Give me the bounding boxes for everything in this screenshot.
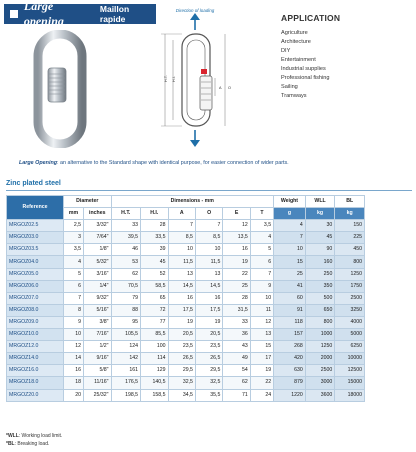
table-cell: 9/32" — [84, 292, 111, 304]
table-cell: 29,5 — [168, 365, 195, 377]
table-cell: 24 — [250, 389, 273, 401]
col-a: A — [168, 208, 195, 220]
table-cell: 26,5 — [168, 353, 195, 365]
table-cell: 23,5 — [195, 341, 222, 353]
table-cell: 79 — [111, 292, 141, 304]
application-item: Architecture — [281, 39, 311, 45]
col-t: T — [250, 208, 273, 220]
product-subtitle: Maillon rapide — [99, 4, 130, 24]
table-cell: 198,5 — [111, 389, 141, 401]
table-cell: 70,5 — [111, 280, 141, 292]
table-cell: 15000 — [335, 377, 365, 389]
table-cell: 176,5 — [111, 377, 141, 389]
application-heading: APPLICATION — [281, 13, 341, 23]
dim-label-a: A — [219, 86, 222, 90]
table-cell: 28 — [141, 220, 168, 232]
table-cell: 58,5 — [141, 280, 168, 292]
table-cell: 14,5 — [195, 280, 222, 292]
table-cell: 52 — [141, 268, 168, 280]
application-item: DIY — [281, 48, 291, 54]
table-cell-reference: MRGOZ20.0 — [7, 389, 64, 401]
direction-label: Direction of loading — [175, 8, 215, 13]
table-cell: 90 — [305, 244, 335, 256]
application-list — [281, 29, 330, 101]
table-cell: 39 — [141, 244, 168, 256]
col-bl: BL — [335, 196, 365, 208]
table-cell: 7/64" — [84, 232, 111, 244]
table-cell-reference: MRGOZ08.0 — [7, 304, 64, 316]
table-cell: 12 — [250, 316, 273, 328]
table-row — [7, 304, 365, 316]
table-cell: 1000 — [305, 329, 335, 341]
table-cell: 1220 — [274, 389, 306, 401]
footnotes — [6, 432, 62, 448]
table-cell: 16 — [168, 292, 195, 304]
table-cell: 9/16" — [84, 353, 111, 365]
table-cell: 1/4" — [84, 280, 111, 292]
section-divider — [6, 190, 412, 191]
table-cell: 65 — [141, 292, 168, 304]
table-cell-reference: MRGOZ14.0 — [7, 353, 64, 365]
table-cell: 3/32" — [84, 220, 111, 232]
table-cell: 9 — [250, 280, 273, 292]
table-cell: 31,5 — [223, 304, 250, 316]
table-cell: 7/16" — [84, 329, 111, 341]
table-cell-reference: MRGOZ12.0 — [7, 341, 64, 353]
table-cell: 10000 — [335, 353, 365, 365]
table-cell: 350 — [305, 280, 335, 292]
maillon-product-image — [22, 30, 102, 148]
table-cell: 10 — [274, 244, 306, 256]
table-cell: 450 — [335, 244, 365, 256]
table-cell: 41 — [274, 280, 306, 292]
table-cell: 46 — [111, 244, 141, 256]
table-cell-reference: MRGOZ06.0 — [7, 280, 64, 292]
table-cell: 62 — [223, 377, 250, 389]
table-cell: 33 — [223, 316, 250, 328]
table-cell: 1250 — [305, 341, 335, 353]
col-inches: inches — [84, 208, 111, 220]
table-cell: 29,5 — [195, 365, 222, 377]
table-cell: 9 — [64, 316, 84, 328]
table-cell: 4 — [274, 220, 306, 232]
table-cell: 5000 — [335, 329, 365, 341]
table-cell: 1250 — [335, 268, 365, 280]
table-cell: 17,5 — [195, 304, 222, 316]
table-cell: 23,5 — [168, 341, 195, 353]
table-cell: 28 — [223, 292, 250, 304]
col-kg-wll: kg — [305, 208, 335, 220]
title-square-icon — [10, 10, 18, 18]
dim-label-o: O — [228, 86, 231, 90]
table-cell: 129 — [141, 365, 168, 377]
col-o: O — [195, 208, 222, 220]
section-title: Zinc plated steel — [6, 180, 61, 187]
table-cell: 16 — [195, 292, 222, 304]
table-cell: 30 — [305, 220, 335, 232]
table-cell: 800 — [305, 316, 335, 328]
table-row — [7, 341, 365, 353]
table-cell: 3,5 — [250, 220, 273, 232]
table-cell: 630 — [274, 365, 306, 377]
table-cell: 7 — [274, 232, 306, 244]
table-cell: 15 — [274, 256, 306, 268]
table-cell: 10 — [195, 244, 222, 256]
table-cell: 1/2" — [84, 341, 111, 353]
col-e: E — [223, 208, 250, 220]
large-opening-note — [19, 160, 289, 166]
application-item: Professional fishing — [281, 75, 330, 81]
table-cell: 10 — [250, 292, 273, 304]
table-cell: 18000 — [335, 389, 365, 401]
table-cell: 12500 — [335, 365, 365, 377]
col-wll: WLL — [305, 196, 335, 208]
spec-table — [6, 195, 365, 402]
col-mm: mm — [64, 208, 84, 220]
table-cell: 268 — [274, 341, 306, 353]
table-cell: 114 — [141, 353, 168, 365]
application-item: Entertainment — [281, 57, 316, 63]
table-cell: 19 — [168, 316, 195, 328]
table-cell: 1/8" — [84, 244, 111, 256]
table-cell: 225 — [335, 232, 365, 244]
table-cell: 3600 — [305, 389, 335, 401]
footnote-bl — [6, 440, 62, 448]
table-cell: 45 — [305, 232, 335, 244]
table-cell: 20,5 — [168, 329, 195, 341]
col-hi: H.I. — [141, 208, 168, 220]
table-cell: 32,5 — [168, 377, 195, 389]
table-cell: 7 — [168, 220, 195, 232]
table-cell: 32,5 — [195, 377, 222, 389]
table-cell: 6250 — [335, 341, 365, 353]
table-cell: 12 — [223, 220, 250, 232]
table-cell: 15 — [250, 341, 273, 353]
product-title: Large opening — [23, 0, 64, 28]
table-cell: 60 — [274, 292, 306, 304]
footnote-bl-key: *BL — [6, 441, 15, 447]
table-cell: 11,5 — [168, 256, 195, 268]
table-cell: 17,5 — [168, 304, 195, 316]
footnote-bl-text: : Breaking load. — [14, 441, 50, 447]
table-cell: 161 — [111, 365, 141, 377]
table-row — [7, 389, 365, 401]
col-ht: H.T. — [111, 208, 141, 220]
footnote-wll — [6, 432, 62, 440]
application-item: Tramways — [281, 93, 307, 99]
table-cell: 8,5 — [168, 232, 195, 244]
dim-label-hi: H.I. — [172, 76, 176, 82]
table-cell: 71 — [223, 389, 250, 401]
table-cell-reference: MRGOZ09.0 — [7, 316, 64, 328]
table-cell: 62 — [111, 268, 141, 280]
table-cell: 13 — [250, 329, 273, 341]
col-weight: Weight — [274, 196, 306, 208]
table-cell: 25/32" — [84, 389, 111, 401]
table-cell: 26,5 — [195, 353, 222, 365]
table-cell: 35,5 — [195, 389, 222, 401]
table-cell: 95 — [111, 316, 141, 328]
table-cell: 12 — [64, 341, 84, 353]
table-cell: 14,5 — [168, 280, 195, 292]
table-cell: 6 — [250, 256, 273, 268]
table-cell: 22 — [223, 268, 250, 280]
table-row — [7, 365, 365, 377]
table-cell-reference: MRGOZ10.0 — [7, 329, 64, 341]
table-cell: 91 — [274, 304, 306, 316]
table-cell-reference: MRGOZ16.0 — [7, 365, 64, 377]
table-cell: 22 — [250, 377, 273, 389]
table-cell: 2500 — [335, 292, 365, 304]
table-cell: 72 — [141, 304, 168, 316]
note-lead: Large Opening — [19, 160, 58, 166]
table-row — [7, 232, 365, 244]
table-cell: 5/32" — [84, 256, 111, 268]
table-row — [7, 268, 365, 280]
table-cell-reference: MRGOZ03.0 — [7, 232, 64, 244]
product-title-bar — [4, 0, 156, 28]
table-row — [7, 329, 365, 341]
table-cell: 77 — [141, 316, 168, 328]
col-g: g — [274, 208, 306, 220]
table-cell: 4 — [250, 232, 273, 244]
table-cell: 45 — [141, 256, 168, 268]
table-cell: 85,5 — [141, 329, 168, 341]
table-row — [7, 353, 365, 365]
table-row — [7, 377, 365, 389]
table-cell: 10 — [168, 244, 195, 256]
table-cell: 6 — [64, 280, 84, 292]
table-cell: 157 — [274, 329, 306, 341]
table-cell: 17 — [250, 353, 273, 365]
table-cell: 16 — [64, 365, 84, 377]
table-cell: 19 — [250, 365, 273, 377]
table-cell: 8,5 — [195, 232, 222, 244]
table-cell: 879 — [274, 377, 306, 389]
table-cell: 7 — [64, 292, 84, 304]
table-cell: 5 — [64, 268, 84, 280]
table-cell: 11/16" — [84, 377, 111, 389]
table-cell: 3/8" — [84, 316, 111, 328]
table-cell: 142 — [111, 353, 141, 365]
table-row — [7, 220, 365, 232]
table-cell: 800 — [335, 256, 365, 268]
table-cell: 8 — [64, 304, 84, 316]
table-cell: 3250 — [335, 304, 365, 316]
table-cell: 34,5 — [168, 389, 195, 401]
table-cell: 18 — [64, 377, 84, 389]
table-cell: 20,5 — [195, 329, 222, 341]
table-cell: 14 — [64, 353, 84, 365]
table-cell: 25 — [223, 280, 250, 292]
table-cell: 2,5 — [64, 220, 84, 232]
table-cell: 140,5 — [141, 377, 168, 389]
table-cell-reference: MRGOZ02.5 — [7, 220, 64, 232]
table-cell: 19 — [195, 316, 222, 328]
table-cell: 250 — [305, 268, 335, 280]
table-cell-reference: MRGOZ04.0 — [7, 256, 64, 268]
table-cell: 54 — [223, 365, 250, 377]
table-cell: 500 — [305, 292, 335, 304]
table-cell: 33 — [111, 220, 141, 232]
col-diameter: Diameter — [64, 196, 112, 208]
table-cell: 150 — [335, 220, 365, 232]
table-cell: 36 — [223, 329, 250, 341]
table-cell: 39,5 — [111, 232, 141, 244]
table-cell: 13 — [168, 268, 195, 280]
table-cell: 19 — [223, 256, 250, 268]
table-cell-reference: MRGOZ03.5 — [7, 244, 64, 256]
table-cell: 7 — [195, 220, 222, 232]
table-cell: 13,5 — [223, 232, 250, 244]
table-cell: 5 — [250, 244, 273, 256]
table-cell: 25 — [274, 268, 306, 280]
table-cell: 2500 — [305, 365, 335, 377]
table-cell: 4000 — [335, 316, 365, 328]
application-item: Industrial supplies — [281, 66, 326, 72]
table-cell: 3/16" — [84, 268, 111, 280]
table-cell-reference: MRGOZ05.0 — [7, 268, 64, 280]
table-cell: 11,5 — [195, 256, 222, 268]
table-cell: 420 — [274, 353, 306, 365]
spec-table-body — [7, 220, 365, 401]
table-cell: 5/16" — [84, 304, 111, 316]
application-item: Sailing — [281, 84, 298, 90]
application-item: Agriculture — [281, 30, 308, 36]
table-cell: 100 — [141, 341, 168, 353]
table-row — [7, 316, 365, 328]
table-cell: 124 — [111, 341, 141, 353]
table-header-row — [7, 196, 365, 208]
table-cell: 160 — [305, 256, 335, 268]
table-cell: 4 — [64, 256, 84, 268]
table-cell: 3,5 — [64, 244, 84, 256]
table-cell: 5/8" — [84, 365, 111, 377]
table-cell-reference: MRGOZ07.0 — [7, 292, 64, 304]
note-text: : an alternative to the Standard shape with identical purpose, for easier connection of wider parts. — [57, 160, 289, 166]
table-cell: 105,5 — [111, 329, 141, 341]
table-cell-reference: MRGOZ18.0 — [7, 377, 64, 389]
col-dimensions: Dimensions - mm — [111, 196, 274, 208]
table-row — [7, 280, 365, 292]
table-cell: 158,5 — [141, 389, 168, 401]
table-cell: 16 — [223, 244, 250, 256]
table-row — [7, 256, 365, 268]
table-cell: 33,5 — [141, 232, 168, 244]
table-cell: 3 — [64, 232, 84, 244]
table-cell: 118 — [274, 316, 306, 328]
table-row — [7, 292, 365, 304]
col-reference: Reference — [7, 196, 64, 220]
table-cell: 53 — [111, 256, 141, 268]
col-kg-bl: kg — [335, 208, 365, 220]
table-cell: 49 — [223, 353, 250, 365]
table-cell: 11 — [250, 304, 273, 316]
table-cell: 650 — [305, 304, 335, 316]
table-row — [7, 244, 365, 256]
table-cell: 88 — [111, 304, 141, 316]
table-cell: 13 — [195, 268, 222, 280]
table-cell: 20 — [64, 389, 84, 401]
dim-label-ht: H.T. — [164, 75, 168, 82]
table-cell: 7 — [250, 268, 273, 280]
table-cell: 3000 — [305, 377, 335, 389]
table-cell: 2000 — [305, 353, 335, 365]
table-cell: 43 — [223, 341, 250, 353]
technical-diagram — [135, 6, 255, 154]
footnote-wll-key: *WLL — [6, 433, 19, 439]
table-cell: 10 — [64, 329, 84, 341]
table-cell: 1750 — [335, 280, 365, 292]
footnote-wll-text: : Working load limit. — [18, 433, 63, 439]
